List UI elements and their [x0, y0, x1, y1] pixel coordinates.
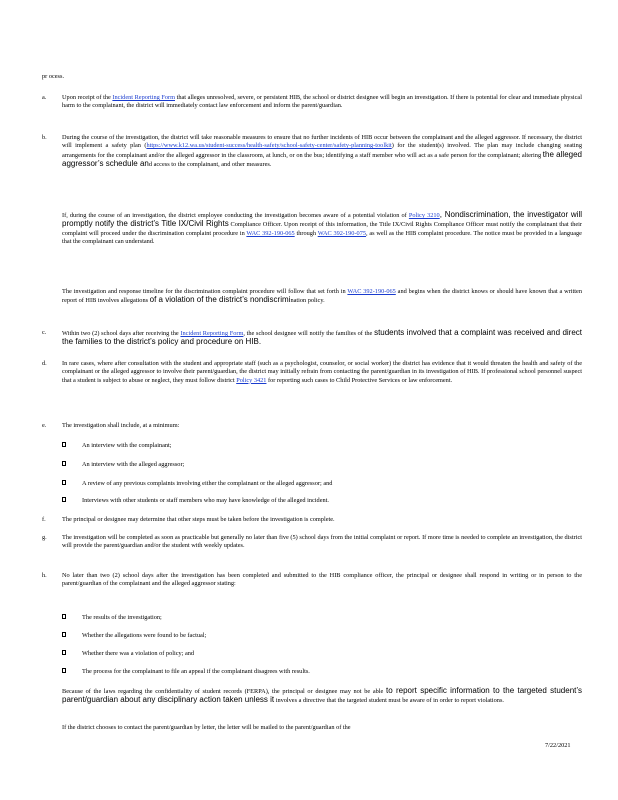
- item-f-label: f.: [42, 516, 46, 523]
- policy-3421-link[interactable]: Policy 3421: [236, 376, 267, 384]
- item-f-text: The principal or designee may determine that other steps must be taken before the investigation is complete.: [62, 516, 335, 523]
- item-b-para3-text-1: The investigation and response timeline for the discrimination complaint procedure will follow that set forth in: [62, 288, 346, 295]
- bullet-icon: [62, 632, 66, 640]
- footer-date: 7/22/2021: [545, 742, 571, 749]
- bullet-icon: [62, 442, 66, 450]
- wac-392-190-065-link-2[interactable]: WAC 392-190-065: [347, 288, 396, 295]
- item-g-text: The investigation will be completed as soon as practicable but generally no later than five (5) school days from the initial complaint or report. If more time is needed to complete an investigation, the district will provide the parent/guardian and/or the student with weekly updates.: [62, 534, 582, 550]
- bullet-icon: [62, 497, 66, 505]
- wac-392-190-065-link[interactable]: WAC 392-190-065: [246, 229, 295, 237]
- item-b-label: b.: [42, 134, 47, 141]
- item-d-text-1: In rare cases, where after consultation with the student and appropriate staff (such as a psychologist, counselor, or social worker) the district has evidence that it would threaten the health and safety of the complainant or the alleged aggressor to involve their parent/guardian, the district may initially refrain from contacting the parent/guardian in its investigation of HIB. If professional school personnel suspect that a student is subject to abuse or neglect, they must follow district: [62, 360, 582, 384]
- item-b-para3-text-3: nation policy.: [290, 297, 325, 305]
- item-b-para-2: [62, 211, 582, 247]
- item-a-text: [62, 94, 582, 111]
- item-h-last-line: If the district chooses to contact the parent/guardian by letter, the letter will be mailed to the parent/guardian of the: [62, 724, 351, 731]
- item-b-para2-text-3: through: [296, 229, 317, 237]
- item-e-intro: The investigation shall include, at a minimum:: [62, 422, 180, 429]
- item-a-text-1: Upon receipt of the: [62, 94, 111, 101]
- bullet-icon: [62, 650, 66, 658]
- bullet-icon: [62, 461, 66, 469]
- item-b-para2-large: , Nondiscrimination, the investigator will promptly notify the district’s Title IX/Civil Rights: [62, 210, 583, 229]
- item-d-text-2: for reporting such cases to Child Protective Services or law enforcement.: [268, 376, 453, 384]
- item-h-bullet-2: Whether the allegations were found to be factual;: [82, 632, 207, 639]
- bullet-icon: [62, 480, 66, 488]
- item-h-after-text-1: Because of the laws regarding the confidentiality of student records (FERPA), the principal or designee may not be able: [62, 688, 384, 695]
- item-h-bullet-1: The results of the investigation;: [82, 614, 162, 621]
- item-c-text: [62, 329, 582, 348]
- item-b-para2-text-2: Compliance Officer. Upon receipt of this information, the Title IX/Civil Rights Compliance Officer must notify the complainant that their complaint will proceed under the discrimination complaint procedure in: [62, 221, 582, 237]
- item-h-after-large: to report specific information to the targeted student’s parent/guardian about any disciplinary action taken unless it: [62, 686, 583, 705]
- item-g-label: g.: [42, 534, 47, 541]
- item-b-para-1: [62, 134, 582, 170]
- item-h-after-text-2: involves a directive that the targeted student must be aware of in order to report violations.: [275, 697, 504, 705]
- policy-3210-link[interactable]: Policy 3210: [408, 212, 440, 219]
- bullet-icon: [62, 668, 66, 676]
- item-e-bullet-2: An interview with the alleged aggressor;: [82, 461, 185, 468]
- item-e-label: e.: [42, 422, 47, 429]
- item-a-text-2: that alleges unresolved, severe, or persistent HIB, the school or district designee will begin an investigation. If there is potential for clear and immediate physical harm to the complainant, the district will immediately contact law enforcement and inform the parent/guardian.: [62, 94, 582, 110]
- item-b-para-3: [62, 288, 582, 306]
- item-b-text-large-1: the alleged aggressor’s schedule an: [62, 149, 582, 169]
- item-c-label: c.: [42, 329, 47, 336]
- item-h-intro: No later than two (2) school days after the investigation has been completed and submitted to the HIB compliance officer, the principal or designee shall respond in writing or in person to the parent/guardian of the complainant and the alleged aggressor stating:: [62, 572, 582, 588]
- bullet-icon: [62, 614, 66, 622]
- item-h-after-text: [62, 687, 582, 706]
- item-b-text-1: During the course of the investigation, the district will take reasonable measures to ensure that no further incidents of HIB occur between the complainant and the alleged aggressor. If necessary, the district will implement a safety plan (: [62, 134, 582, 150]
- item-e-bullet-1: An interview with the complainant;: [82, 442, 172, 449]
- item-h-bullet-3: Whether there was a violation of policy; and: [82, 650, 195, 657]
- safety-planning-toolkit-link[interactable]: https://www.k12.wa.us/student-success/health-safety/school-safety-center/safety-planning-toolkit: [146, 142, 392, 150]
- item-c-text-1: Within two (2) school days after receiving the: [62, 330, 179, 337]
- item-e-bullet-3: A review of any previous complaints involving either the complainant or the alleged aggressor; and: [82, 480, 333, 487]
- item-b-para3-text-2: and begins when the district knows or should have known that a written report of HIB involves allegations: [62, 288, 582, 305]
- item-b-para2-text-1: If, during the course of an investigation, the district employee conducting the investigation becomes aware of a potential violation of: [62, 212, 407, 219]
- item-b-para2-text-4: , as well as the HIB complaint procedure. The notice must be provided in a language that the complainant can understand.: [62, 229, 582, 246]
- incident-reporting-form-link[interactable]: Incident Reporting Form: [112, 94, 175, 101]
- item-c-text-2: , the school designee will notify the families of the: [243, 330, 373, 337]
- item-a-label: a.: [42, 94, 47, 101]
- item-d-label: d.: [42, 360, 47, 367]
- item-e-bullet-4: Interviews with other students or staff members who may have knowledge of the alleged incident.: [82, 497, 329, 504]
- item-b-text-3: d access to the complainant, and other measures.: [148, 161, 272, 169]
- top-line: pr ocess.: [42, 73, 65, 80]
- item-c-text-large: students involved that a complaint was received and direct the families to the district’s policy and procedure on HIB.: [62, 328, 583, 347]
- item-d-text: [62, 360, 582, 385]
- wac-392-190-075-link[interactable]: WAC 392-190-075: [317, 229, 366, 237]
- item-b-text-2: ) for the student(s) involved. The plan may include changing seating arrangements for the complainant and/or the alleged aggressor in the classroom, at lunch, or on the bus; identifying a staff member who will act as a safe person for the complainant; altering: [62, 142, 582, 159]
- item-h-bullet-4: The process for the complainant to file an appeal if the complainant disagrees with results.: [82, 668, 310, 675]
- incident-reporting-form-link-2[interactable]: Incident Reporting Form: [180, 330, 244, 337]
- item-b-para3-large: of a violation of the district’s nondiscrimi: [149, 295, 291, 305]
- item-h-label: h.: [42, 572, 47, 579]
